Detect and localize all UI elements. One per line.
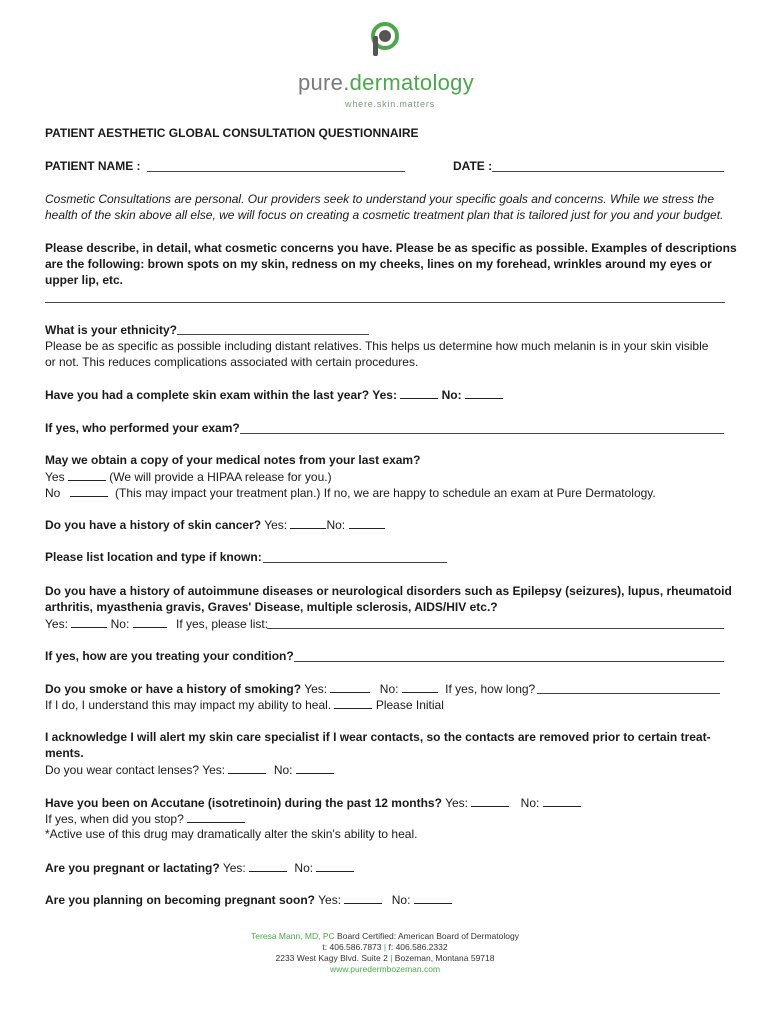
smoke-yes-label: Yes: xyxy=(304,682,328,696)
describe-line-3: upper lip, etc. xyxy=(45,273,124,287)
copy-notes-no-field[interactable] xyxy=(70,484,108,497)
footer-fax: f: 406.586.2332 xyxy=(388,942,448,952)
copy-notes-yes-label: Yes xyxy=(45,470,65,484)
brand-dot: . xyxy=(343,70,350,95)
skin-exam-no-field[interactable] xyxy=(465,386,503,399)
pregnant-no-field[interactable] xyxy=(316,859,354,872)
ethnicity-field[interactable] xyxy=(177,334,369,335)
pregnant-yes-field[interactable] xyxy=(249,859,287,872)
ethnicity-note-1: Please be as specific as possible including distant relatives. This helps us determine how much melanin is in your skin visible xyxy=(45,339,709,353)
planning-question: Are you planning on becoming pregnant soon? xyxy=(45,893,315,907)
describe-line-2: are the following: brown spots on my skin, redness on my cheeks, lines on my forehead, wrinkles around my eyes or xyxy=(45,257,712,271)
accutane-stop-label: If yes, when did you stop? xyxy=(45,812,184,826)
cancer-yes-field[interactable] xyxy=(290,516,326,529)
cancer-question: Do you have a history of skin cancer? xyxy=(45,518,262,532)
treating-question: If yes, how are you treating your condition? xyxy=(45,649,294,663)
copy-notes-no-note: (This may impact your treatment plan.) If no, we are happy to schedule an exam at Pure Dermatology. xyxy=(115,486,656,500)
autoimmune-list-field[interactable] xyxy=(267,628,724,629)
footer-board: Board Certified: American Board of Dermatology xyxy=(337,931,519,941)
accutane-yes-field[interactable] xyxy=(471,794,509,807)
footer-phone: t: 406.586.7873 xyxy=(322,942,382,952)
planning-row xyxy=(45,891,452,908)
autoimmune-yes-label: Yes: xyxy=(45,617,68,631)
patient-name-field[interactable] xyxy=(147,171,405,172)
location-question: Please list location and type if known: xyxy=(45,550,262,564)
smoke-no-label: No: xyxy=(379,682,399,696)
smoke-yes-field[interactable] xyxy=(330,680,370,693)
brand-prefix: pure xyxy=(297,70,344,95)
skin-exam-yes-field[interactable] xyxy=(400,386,438,399)
accutane-no-field[interactable] xyxy=(543,794,581,807)
accutane-note: *Active use of this drug may dramatically alter the skin's ability to heal. xyxy=(45,827,418,841)
copy-notes-yes-row xyxy=(45,468,332,485)
smoke-question: Do you smoke or have a history of smoking? xyxy=(45,682,302,696)
smoke-initial-label: Please Initial xyxy=(375,698,444,712)
smoke-no-field[interactable] xyxy=(402,680,438,693)
cancer-no-field[interactable] xyxy=(349,516,385,529)
footer-line-2 xyxy=(0,942,770,953)
footer-website[interactable]: www.puredermbozeman.com xyxy=(329,964,441,974)
smoke-how-long-label: If yes, how long? xyxy=(445,682,536,696)
footer-line-1 xyxy=(0,931,770,942)
accutane-stop-row xyxy=(45,810,245,827)
treating-field[interactable] xyxy=(294,661,724,662)
ethnicity-question: What is your ethnicity? xyxy=(45,323,178,337)
skin-exam-text: Have you had a complete skin exam within the last year? xyxy=(45,388,370,402)
smoke-initial-field[interactable] xyxy=(334,696,372,709)
patient-name-label: PATIENT NAME : xyxy=(45,159,141,173)
brand-name xyxy=(286,70,486,96)
autoimmune-no-field[interactable] xyxy=(133,615,167,628)
pure-dermatology-logo-icon xyxy=(370,22,402,60)
copy-notes-question: May we obtain a copy of your medical notes from your last exam? xyxy=(45,453,421,467)
autoimmune-list-label: If yes, please list: xyxy=(175,617,269,631)
accutane-yes-label: Yes: xyxy=(445,796,468,810)
footer-separator-2: | xyxy=(390,953,393,963)
pregnant-question: Are you pregnant or lactating? xyxy=(45,861,220,875)
smoke-how-long-field[interactable] xyxy=(537,693,720,694)
autoimmune-no-label: No: xyxy=(110,617,130,631)
pregnant-yes-label: Yes: xyxy=(222,861,246,875)
cancer-row xyxy=(45,516,385,533)
ethnicity-note-2: or not. This reduces complications associated with certain procedures. xyxy=(45,355,419,369)
footer-doctor: Teresa Mann, MD, PC xyxy=(251,931,335,941)
pregnant-row xyxy=(45,859,354,876)
contacts-yes-field[interactable] xyxy=(228,761,266,774)
accutane-question: Have you been on Accutane (isotretinoin) during the past 12 months? xyxy=(45,796,442,810)
autoimmune-question-1: Do you have a history of autoimmune diseases or neurological disorders such as Epilepsy (seizures), lupus, rheumatoid xyxy=(45,584,732,598)
autoimmune-answer-row xyxy=(45,615,268,632)
smoke-note-row xyxy=(45,696,444,713)
describe-answer-field[interactable] xyxy=(45,302,725,303)
contacts-no-field[interactable] xyxy=(296,761,334,774)
footer-city: Bozeman, Montana 59718 xyxy=(394,953,495,963)
skin-exam-no-label: No: xyxy=(441,388,462,402)
planning-yes-field[interactable] xyxy=(344,891,382,904)
smoke-note: If I do, I understand this may impact my ability to heal. xyxy=(45,698,332,712)
footer-separator-1: | xyxy=(383,942,387,952)
accutane-row xyxy=(45,794,581,811)
footer-address: 2233 West Kagy Blvd. Suite 2 xyxy=(275,953,388,963)
cancer-yes-label: Yes: xyxy=(264,518,288,532)
intro-line-2: health of the skin above all else, we will focus on creating a cosmetic treatment plan that is tailored just for you and your budget. xyxy=(45,208,724,222)
copy-notes-yes-field[interactable] xyxy=(68,468,106,481)
describe-line-1: Please describe, in detail, what cosmetic concerns you have. Please be as specific as possible. Examples of descriptions xyxy=(45,241,737,255)
autoimmune-question-2: arthritis, myasthenia gravis, Graves' Disease, multiple sclerosis, AIDS/HIV etc.? xyxy=(45,600,498,614)
contacts-row xyxy=(45,761,334,778)
page-title: PATIENT AESTHETIC GLOBAL CONSULTATION QUESTIONNAIRE xyxy=(45,126,419,140)
copy-notes-no-label: No xyxy=(45,486,61,500)
copy-notes-no-row xyxy=(45,484,656,501)
skin-exam-yes-label: Yes: xyxy=(372,388,397,402)
performed-question: If yes, who performed your exam? xyxy=(45,421,240,435)
contacts-ack-1: I acknowledge I will alert my skin care specialist if I wear contacts, so the contacts are removed prior to certain treat- xyxy=(45,730,711,744)
planning-no-label: No: xyxy=(391,893,411,907)
cancer-no-label: No: xyxy=(326,518,346,532)
planning-yes-label: Yes: xyxy=(318,893,342,907)
accutane-stop-field[interactable] xyxy=(187,810,245,823)
contacts-no-label: No: xyxy=(273,763,293,777)
smoke-row xyxy=(45,680,535,697)
date-field[interactable] xyxy=(492,171,724,172)
copy-notes-yes-note: (We will provide a HIPAA release for you.) xyxy=(109,470,332,484)
contacts-ack-2: ments. xyxy=(45,746,84,760)
autoimmune-yes-field[interactable] xyxy=(71,615,107,628)
date-label: DATE : xyxy=(453,159,493,173)
tagline: where.skin.matters xyxy=(345,99,435,109)
performed-field[interactable] xyxy=(240,433,724,434)
location-field[interactable] xyxy=(263,562,447,563)
pregnant-no-label: No: xyxy=(294,861,314,875)
skin-exam-question xyxy=(45,386,503,403)
footer-line-3 xyxy=(0,953,770,964)
brand-suffix: dermatology xyxy=(349,70,475,95)
planning-no-field[interactable] xyxy=(414,891,452,904)
intro-line-1: Cosmetic Consultations are personal. Our providers seek to understand your specific goals and concerns. While we stress the xyxy=(45,192,714,206)
contacts-question: Do you wear contact lenses? Yes: xyxy=(45,763,226,777)
accutane-no-label: No: xyxy=(520,796,540,810)
